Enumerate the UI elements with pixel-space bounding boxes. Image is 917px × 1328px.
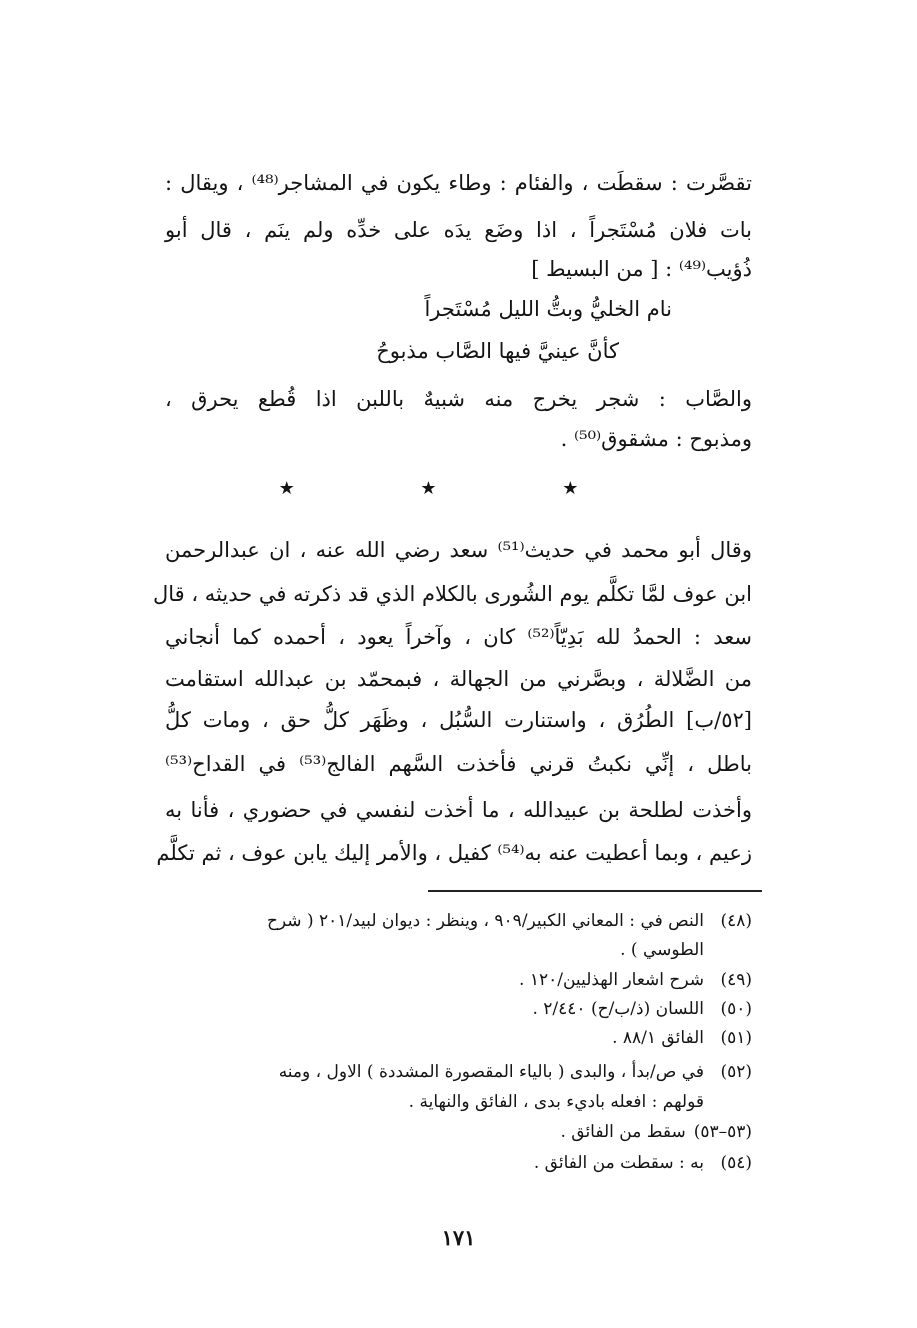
text-line: ومذبوح : مشقوق⁽⁵⁰⁾ . [560,427,752,451]
footnote-text: شرح اشعار الهذليين/١٢٠ . [519,970,704,990]
footnote-continuation: الطوسي ) . [620,940,704,960]
footnote-continuation: قولهم : افعله باديء بدى ، الفائق والنهاية . [408,1092,704,1112]
footnote-number: (٥١) [720,1028,752,1048]
footnote [165,1025,752,1052]
footnote-number: (٤٨) [720,911,752,931]
text-line: باطل ، إنِّي نكبتُ قرني فأخذت السَّهم الفالج⁽⁵³⁾ في القداح⁽⁵³⁾ [165,752,752,776]
footnote [165,908,752,935]
footnote-divider [428,890,762,892]
text-line: بات فلان مُسْتَجراً ، اذا وضَع يدَه على خدِّه ولم ينَم ، قال أبو [165,218,752,242]
footnote-number: (٤٩) [720,970,752,990]
verse-line: نام الخليُّ وبتُّ الليل مُسْتَجراً [424,297,672,321]
footnote [165,967,752,994]
text-line: سعد : الحمدُ لله بَدِيّاً⁽⁵²⁾ كان ، وآخراً يعود ، أحمده كما أنجاني [165,625,752,649]
text-line: ابن عوف لمَّا تكلَّم يوم الشُورى بالكلام الذي قد ذكرته في حديثه ، قال [152,582,752,606]
text-line: والصَّاب : شجر يخرج منه شبيهٌ باللبن اذا قُطع يحرق ، [165,387,752,411]
footnote-number: (٥٠) [720,999,752,1019]
verse-line: كأنَّ عينيَّ فيها الصَّاب مذبوحُ [376,339,619,363]
footnote [165,1119,752,1146]
section-separator: ★ ★ ★ [278,478,639,499]
footnote-number: (٥٢) [720,1062,752,1082]
footnote-text: الفائق ٨٨/١ . [612,1028,704,1048]
footnote-text: في ص/بدأ ، والبدى ( بالياء المقصورة المشددة ) الاول ، ومنه [278,1062,704,1082]
text-line: [٥٢/ب] الطُرُق ، واستنارت السُّبُل ، وظَهَر كلُّ حق ، ومات كلُّ [165,708,752,732]
text-line: ذُؤيب⁽⁴⁹⁾ : [ من البسيط ] [531,257,752,281]
text-line: وقال أبو محمد في حديث⁽⁵¹⁾ سعد رضي الله عنه ، ان عبدالرحمن [165,538,752,562]
page-number: ١٧١ [441,1225,476,1250]
text-line: زعيم ، وبما أعطيت عنه به⁽⁵⁴⁾ كفيل ، والأمر إليك يابن عوف ، ثم تكلَّم [156,841,752,865]
footnote-text: به : سقطت من الفائق . [533,1153,704,1173]
footnote-text: اللسان (ذ/ب/ح) ٢/٤٤٠ . [532,999,704,1019]
footnote [165,1059,752,1086]
text-line: من الضَّلالة ، وبصَّرني من الجهالة ، فبمحمّد بن عبدالله استقامت [165,667,752,691]
footnote [165,996,752,1023]
text-line: تقصَّرت : سقطَت ، والفئام : وطاء يكون في المشاجر⁽⁴⁸⁾ ، ويقال : [165,171,752,195]
footnote-number: (٥٣–٥٣) [693,1122,752,1142]
footnote-text: النص في : المعاني الكبير/٩٠٩ ، وينظر : ديوان لبيد/٢٠١ ( شرح [266,911,704,931]
text-line: وأخذت لطلحة بن عبيدالله ، ما أخذت لنفسي في حضوري ، فأنا به [165,798,752,822]
footnote [165,1150,752,1177]
footnote-number: (٥٤) [720,1153,752,1173]
footnote-text: سقط من الفائق . [560,1122,686,1142]
